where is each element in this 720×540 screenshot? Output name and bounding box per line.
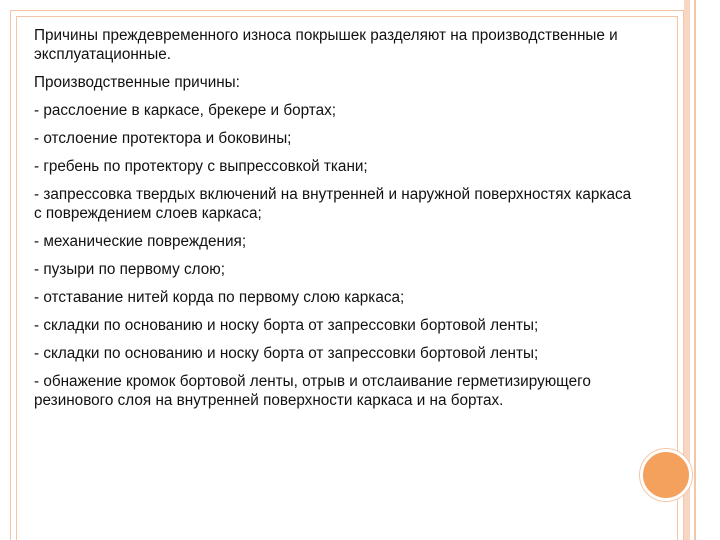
section-heading: Производственные причины: xyxy=(34,74,240,91)
list-item: - обнажение кромок бортовой ленты, отрыв и отслаивание герметизирующего резинового слоя на внутренней поверхности каркаса и на бортах. xyxy=(34,373,591,409)
list-item: - складки по основанию и носку борта от запрессовки бортовой ленты; xyxy=(34,317,539,334)
list-item: - отставание нитей корда по первому слою каркаса; xyxy=(34,289,405,306)
intro-paragraph: Причины преждевременного износа покрышек разделяют на производственные и эксплуатационные. xyxy=(34,27,618,63)
list-item: - запрессовка твердых включений на внутренней и наружной поверхностях каркаса с повреждением слоев каркаса; xyxy=(34,186,632,222)
list-item: - отслоение протектора и боковины; xyxy=(34,130,292,147)
slide-right-border xyxy=(684,0,720,540)
right-stripe-thin xyxy=(694,0,696,540)
list-item: - расслоение в каркасе, брекере и бортах; xyxy=(34,102,337,119)
list-item: - складки по основанию и носку борта от запрессовки бортовой ленты; xyxy=(34,345,539,362)
decorative-orange-circle xyxy=(640,449,692,501)
list-item: - механические повреждения; xyxy=(34,233,247,250)
slide-body-text xyxy=(34,26,634,419)
list-item: - гребень по протектору с выпрессовкой ткани; xyxy=(34,158,368,175)
list-item: - пузыри по первому слою; xyxy=(34,261,225,278)
